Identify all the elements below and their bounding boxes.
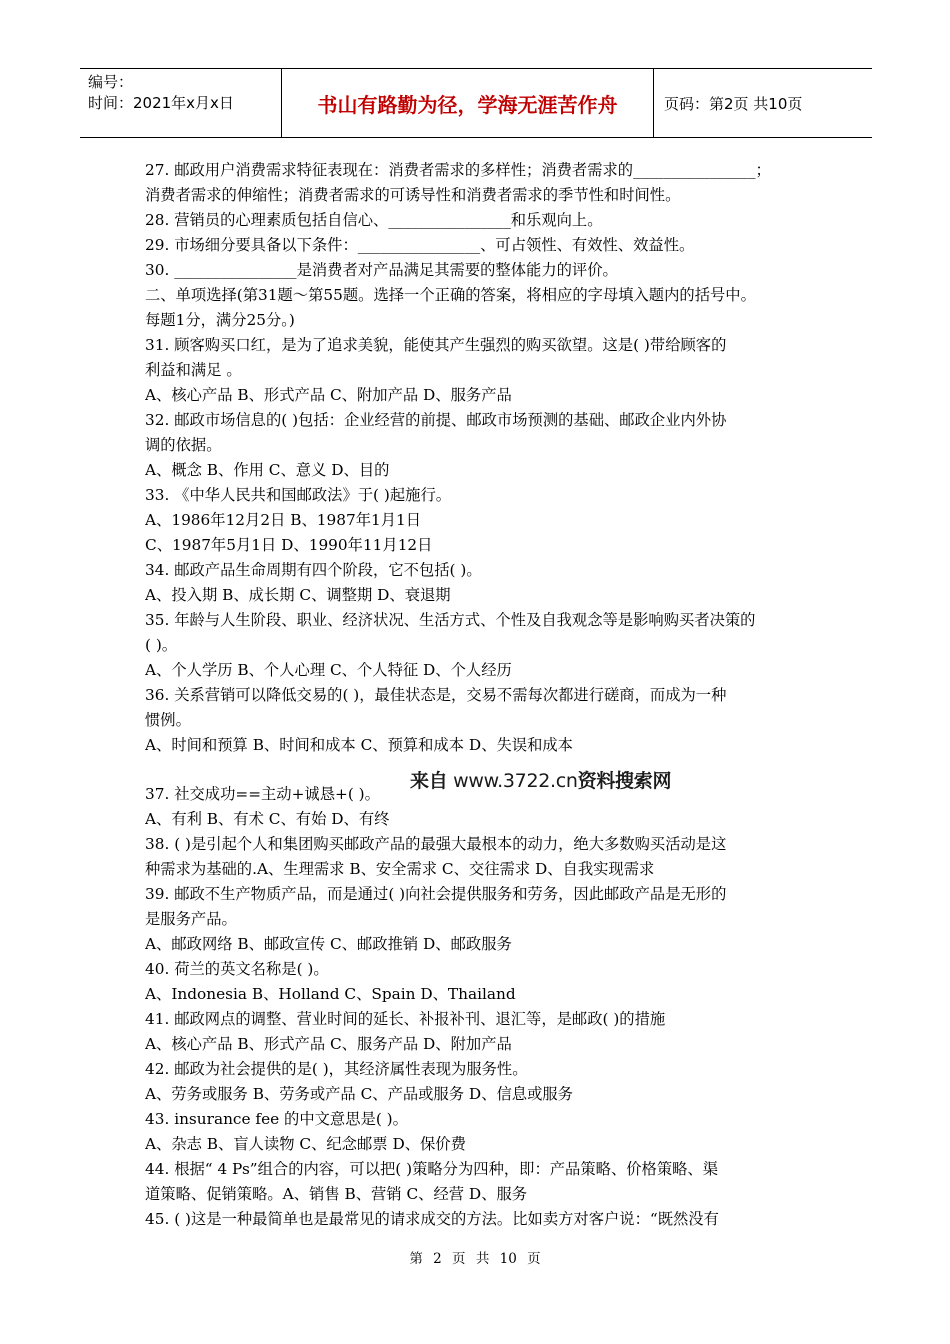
text-line: 38. ( )是引起个人和集团购买邮政产品的最强大最根本的动力，绝大多数购买活动是这 bbox=[145, 835, 727, 853]
text-line: 道策略、促销策略。A、销售 B、营销 C、经营 D、服务 bbox=[145, 1185, 528, 1203]
watermark-suffix: 资料搜索网 bbox=[577, 770, 672, 792]
text-line: 40. 荷兰的英文名称是( )。 bbox=[145, 960, 329, 978]
text-line: 29. 市场细分要具备以下条件：________________、可占领性、有效性、效益性。 bbox=[145, 236, 695, 254]
text-line: 是服务产品。 bbox=[145, 910, 237, 928]
text-line: A、核心产品 B、形式产品 C、服务产品 D、附加产品 bbox=[145, 1035, 512, 1053]
text-line: A、Indonesia B、Holland C、Spain D、Thailand bbox=[145, 985, 516, 1003]
text-line: 44. 根据“ 4 Ps”组合的内容，可以把( )策略分为四种，即：产品策略、价格策略、渠 bbox=[145, 1160, 719, 1178]
text-line: 32. 邮政市场信息的( )包括：企业经营的前提、邮政市场预测的基础、邮政企业内外协 bbox=[145, 411, 727, 429]
text-line: 30. ________________是消费者对产品满足其需要的整体能力的评价。 bbox=[145, 261, 618, 279]
question-block-2 bbox=[145, 782, 813, 1232]
text-line: 利益和满足 。 bbox=[145, 361, 242, 379]
text-line: A、概念 B、作用 C、意义 D、目的 bbox=[145, 461, 390, 479]
header-table bbox=[80, 68, 872, 138]
text-line: 惯例。 bbox=[145, 711, 191, 729]
text-line: 33. 《中华人民共和国邮政法》于( )起施行。 bbox=[145, 486, 452, 504]
text-line: 45. ( )这是一种最简单也是最常见的请求成交的方法。比如卖方对客户说：“既然没有 bbox=[145, 1210, 719, 1228]
text-line: 31. 顾客购买口红，是为了追求美貌，能使其产生强烈的购买欲望。这是( )带给顾客的 bbox=[145, 336, 727, 354]
text-line: A、1986年12月2日 B、1987年1月1日 bbox=[145, 511, 422, 529]
text-line: A、个人学历 B、个人心理 C、个人特征 D、个人经历 bbox=[145, 661, 512, 679]
text-line: 39. 邮政不生产物质产品，而是通过( )向社会提供服务和劳务，因此邮政产品是无形的 bbox=[145, 885, 727, 903]
text-line: A、劳务或服务 B、劳务或产品 C、产品或服务 D、信息或服务 bbox=[145, 1085, 573, 1103]
header-meta bbox=[80, 69, 282, 137]
text-line: A、有利 B、有术 C、有始 D、有终 bbox=[145, 810, 390, 828]
watermark-url: www.3722.cn bbox=[453, 770, 578, 792]
text-line: 二、单项选择(第31题～第55题。选择一个正确的答案，将相应的字母填入题内的括号中。 bbox=[145, 286, 756, 304]
time-label: 时间：2021年x月x日 bbox=[88, 94, 234, 112]
text-line: 34. 邮政产品生命周期有四个阶段，它不包括( )。 bbox=[145, 561, 482, 579]
text-line: 36. 关系营销可以降低交易的( )，最佳状态是，交易不需每次都进行磋商，而成为一种 bbox=[145, 686, 727, 704]
text-line: 消费者需求的伸缩性；消费者需求的可诱导性和消费者需求的季节性和时间性。 bbox=[145, 186, 681, 204]
text-line: 种需求为基础的.A、生理需求 B、安全需求 C、交往需求 D、自我实现需求 bbox=[145, 860, 655, 878]
text-line: 42. 邮政为社会提供的是( )，其经济属性表现为服务性。 bbox=[145, 1060, 528, 1078]
text-line: 43. insurance fee 的中文意思是( )。 bbox=[145, 1110, 408, 1128]
text-line: 27. 邮政用户消费需求特征表现在：消费者需求的多样性；消费者需求的________________； bbox=[145, 161, 771, 179]
watermark bbox=[410, 766, 671, 793]
document-body bbox=[145, 158, 813, 1232]
text-line: 调的依据。 bbox=[145, 436, 222, 454]
text-line: A、投入期 B、成长期 C、调整期 D、衰退期 bbox=[145, 586, 451, 604]
text-line: 37. 社交成功==主动+诚恳+( )。 bbox=[145, 785, 380, 803]
text-line: ( )。 bbox=[145, 636, 178, 654]
text-line: 每题1分，满分25分。) bbox=[145, 311, 295, 329]
text-line: A、邮政网络 B、邮政宣传 C、邮政推销 D、邮政服务 bbox=[145, 935, 512, 953]
question-block-1 bbox=[145, 158, 813, 758]
header-motto: 书山有路勤为径，学海无涯苦作舟 bbox=[282, 69, 654, 137]
text-line: A、杂志 B、盲人读物 C、纪念邮票 D、保价费 bbox=[145, 1135, 466, 1153]
text-line: 41. 邮政网点的调整、营业时间的延长、补报补刊、退汇等，是邮政( )的措施 bbox=[145, 1010, 666, 1028]
code-label: 编号： bbox=[88, 73, 134, 91]
text-line: 35. 年龄与人生阶段、职业、经济状况、生活方式、个性及自我观念等是影响购买者决策的 bbox=[145, 611, 756, 629]
text-line: A、时间和预算 B、时间和成本 C、预算和成本 D、失误和成本 bbox=[145, 736, 573, 754]
text-line: 28. 营销员的心理素质包括自信心、________________和乐观向上。 bbox=[145, 211, 603, 229]
text-line: A、核心产品 B、形式产品 C、附加产品 D、服务产品 bbox=[145, 386, 512, 404]
text-line: C、1987年5月1日 D、1990年11月12日 bbox=[145, 536, 433, 554]
header-page-info: 页码：第2页 共10页 bbox=[664, 94, 803, 113]
watermark-prefix: 来自 bbox=[410, 770, 448, 792]
page-footer: 第 2 页 共 10 页 bbox=[409, 1251, 541, 1267]
